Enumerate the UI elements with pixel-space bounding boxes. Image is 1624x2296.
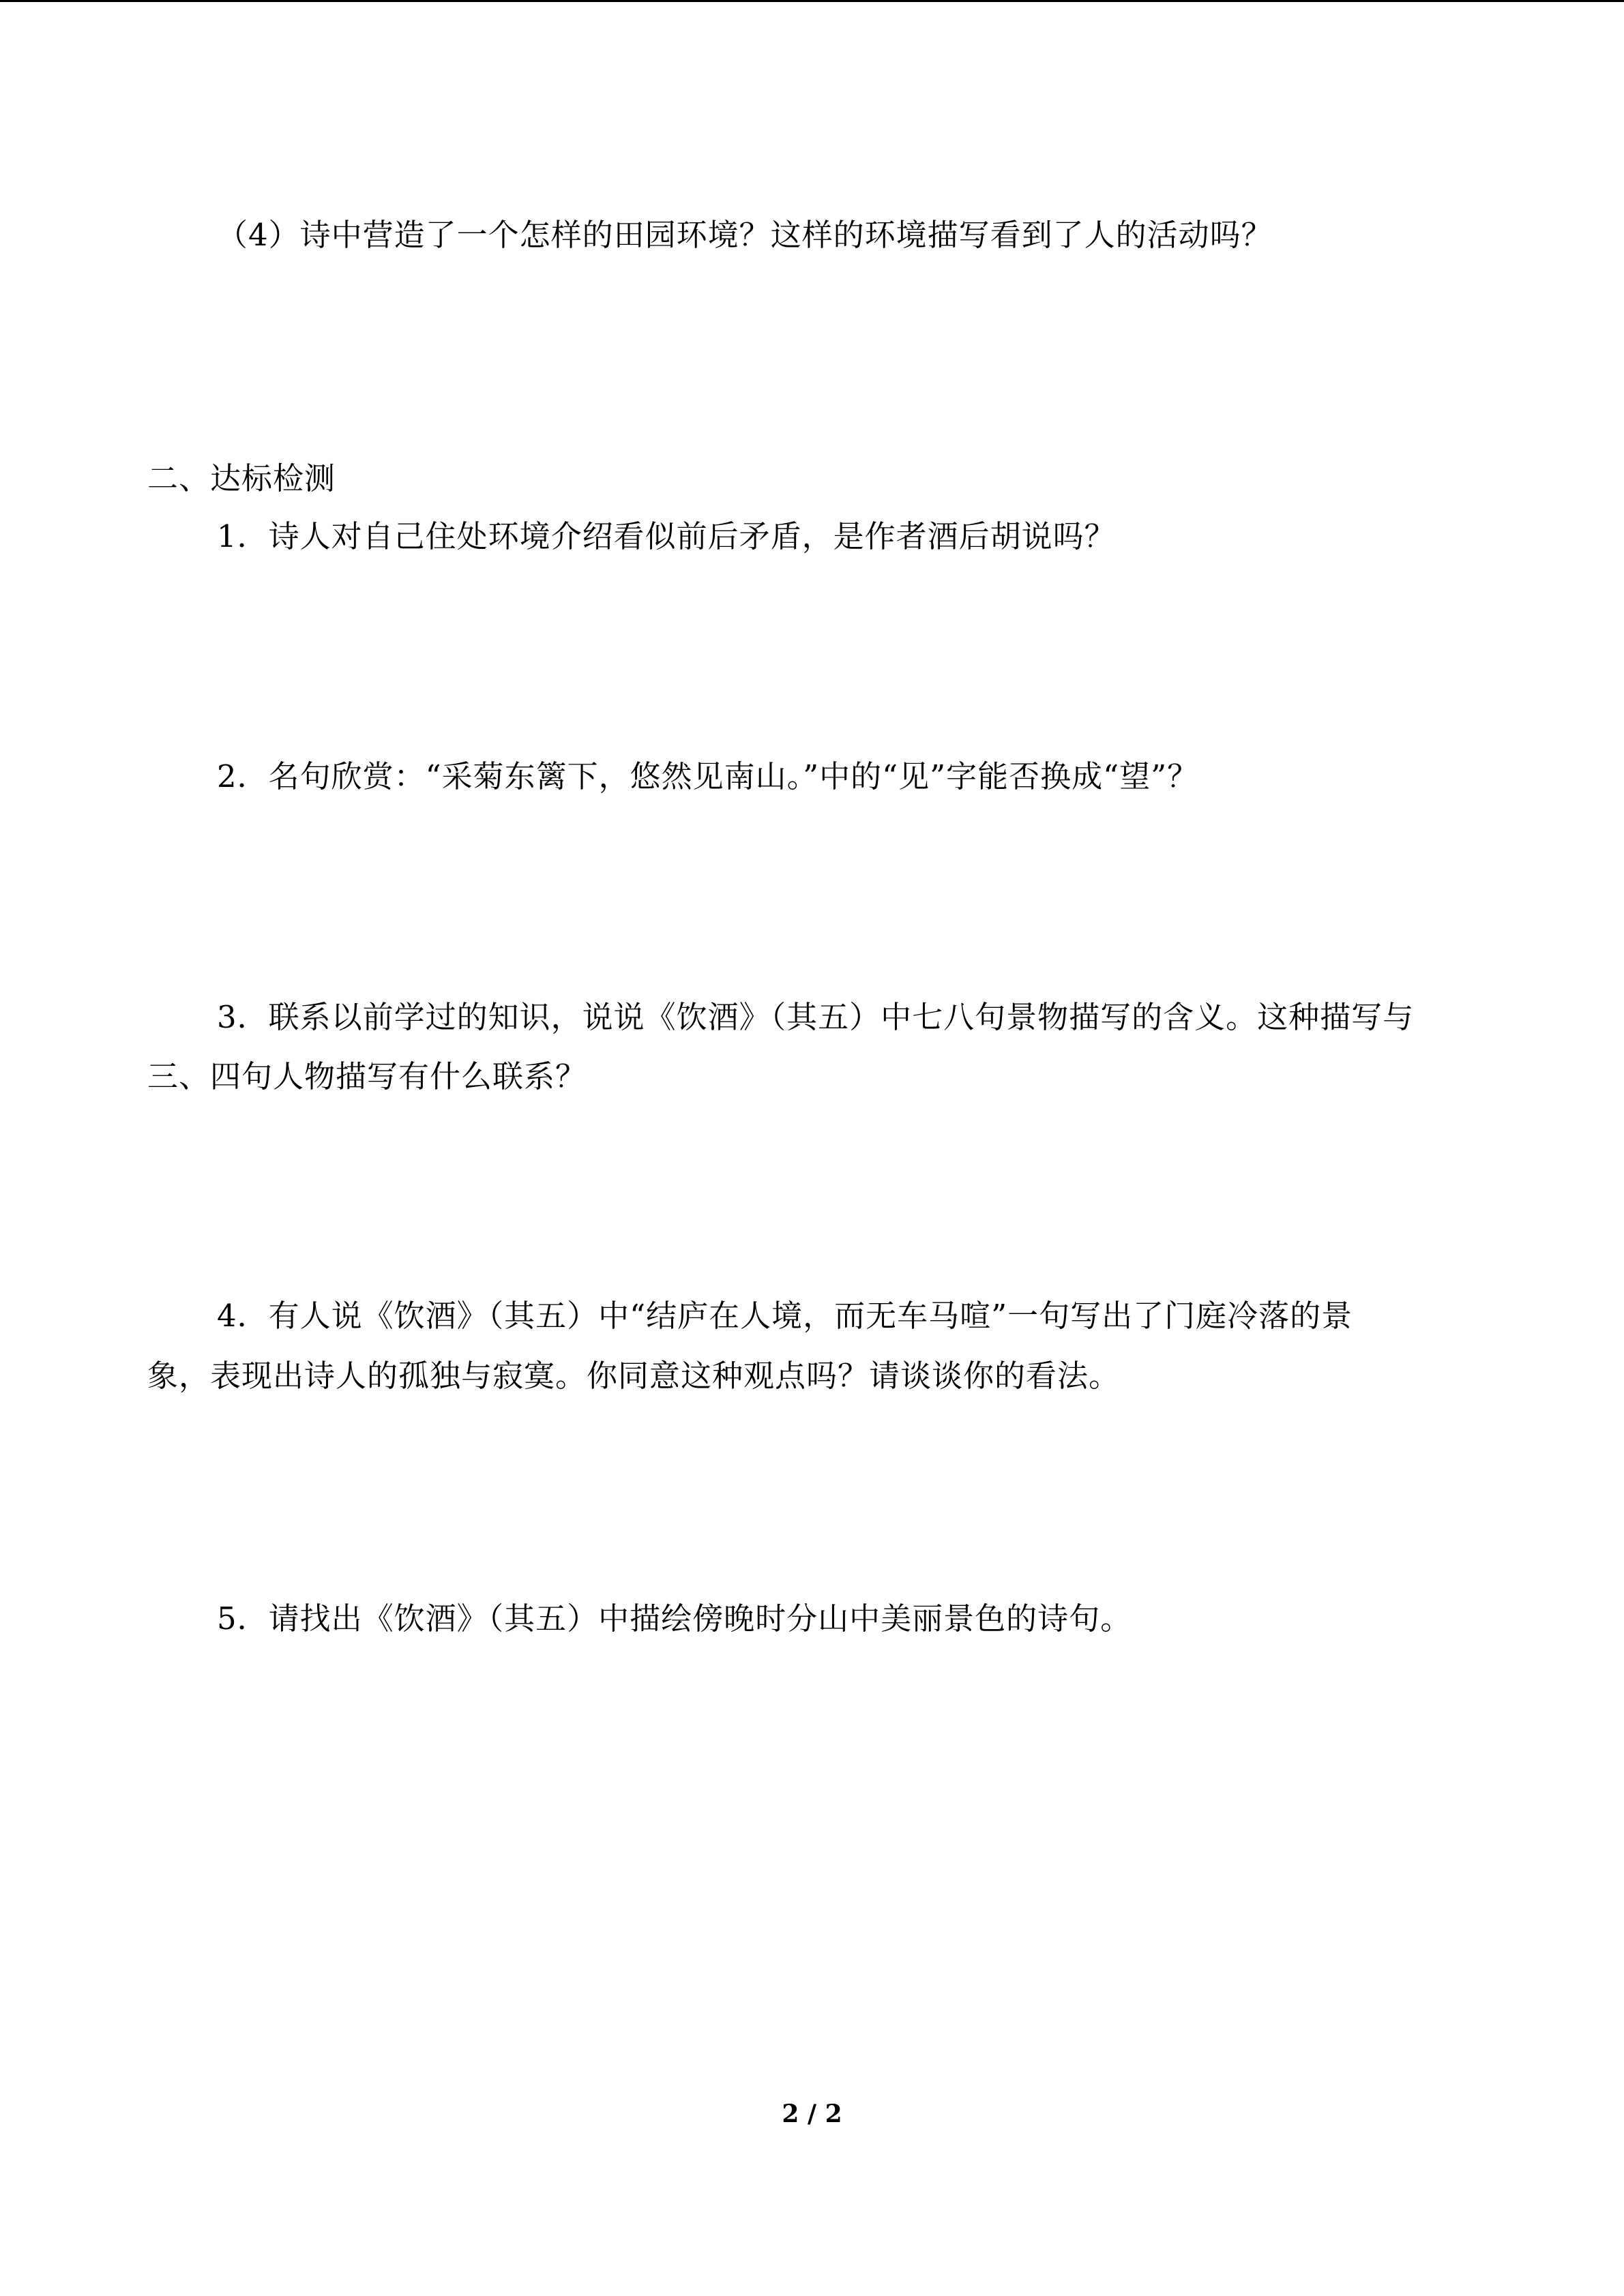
question-2-text: 2．名句欣赏：“采菊东篱下，悠然见南山。”中的“见”字能否换成“望”？	[217, 758, 1199, 794]
question-4-line-1: 4．有人说《饮酒》（其五）中“结庐在人境，而无车马喧”一句写出了门庭冷落的景	[217, 1298, 1353, 1334]
question-4-line-2: 象，表现出诗人的孤独与寂寞。你同意这种观点吗？请谈谈你的看法。	[147, 1358, 1121, 1394]
page-number: 2 / 2	[782, 2100, 842, 2128]
question-4-text: （4）诗中营造了一个怎样的田园环境？这样的环境描写看到了人的活动吗？	[217, 217, 1273, 253]
question-5-text: 5．请找出《饮酒》（其五）中描绘傍晚时分山中美丽景色的诗句。	[217, 1600, 1132, 1637]
question-3-line-1: 3．联系以前学过的知识，说说《饮酒》（其五）中七八句景物描写的含义。这种描写与	[217, 999, 1415, 1035]
question-1-text: 1．诗人对自己住处环境介绍看似前后矛盾，是作者酒后胡说吗？	[217, 518, 1116, 554]
question-3-line-2: 三、四句人物描写有什么联系？	[147, 1058, 587, 1094]
page-top-border	[0, 0, 1624, 2]
section-heading: 二、达标检测	[147, 460, 336, 496]
